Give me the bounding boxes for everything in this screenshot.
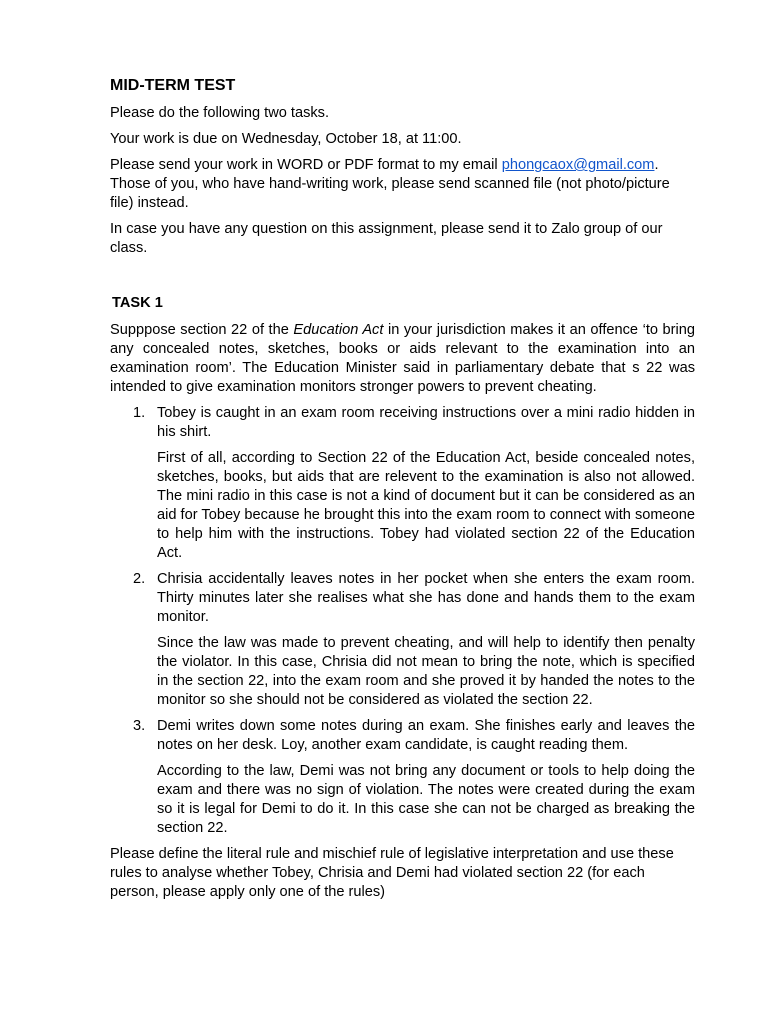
- document-page: [110, 76, 695, 909]
- scenario-answer: First of all, according to Section 22 of the Education Act, beside concealed notes, sketches, books, but aids that are relevent to the examination is also not allowed. The mini radio in this case is not a kind of document but it can be considered as an aid for Tobey because he brought this into the exam room to connect with someone to help him with the instructions. Tobey had violated section 22 of the Education Act.: [157, 450, 695, 561]
- scenario-answer: Since the law was made to prevent cheating, and will help to identify then penalty the violator. In this case, Chrisia did not mean to bring the note, which is specified in the section 22, into the exam room and she proved it by handed the notes to the monitor so she should not be considered as violated the section 22.: [157, 635, 695, 708]
- closing-instruction: Please define the literal rule and mischief rule of legislative interpretation and use these rules to analyse whether Tobey, Chrisia and Demi had violated section 22 (for each person, please apply only one of the rules): [110, 846, 674, 900]
- document-title: MID-TERM TEST: [110, 77, 236, 94]
- questions-note: In case you have any question on this assignment, please send it to Zalo group of our class.: [110, 221, 663, 256]
- item-number: 2.: [133, 571, 146, 587]
- scenario-answer: According to the law, Demi was not bring any document or tools to help doing the exam and there was no sign of violation. The notes were created during the exam so it is legal for Demi to do it. In this case she can not be charged as breaking the section 22.: [157, 763, 695, 836]
- email-link[interactable]: phongcaox@gmail.com: [501, 157, 655, 173]
- submission-text-cont: . Those of you, who have hand-writing work, please send scanned file (not photo/picture file) instead.: [110, 157, 670, 211]
- submission-instructions: [110, 156, 695, 213]
- list-item: [110, 717, 695, 838]
- item-number: 1.: [133, 405, 146, 421]
- act-name: Education Act: [293, 322, 384, 338]
- intro-text: Supppose section 22 of the: [110, 322, 294, 338]
- list-item: [110, 404, 695, 563]
- scenario-question: Chrisia accidentally leaves notes in her pocket when she enters the exam room. Thirty minutes later she realises what she has done and hands them to the exam monitor.: [157, 571, 695, 625]
- task-heading: TASK 1: [112, 295, 163, 311]
- instruction-tasks: Please do the following two tasks.: [110, 105, 330, 121]
- scenario-list: [110, 404, 695, 838]
- intro-text-cont: in your jurisdiction makes it an offence ‘to bring any concealed notes, sketches, books or aids relevant to the examination into an examination room’. The Education Minister said in parliamentary debate that s 22 was intended to give examination monitors stronger powers to prevent cheating.: [110, 322, 695, 395]
- due-date: Your work is due on Wednesday, October 18, at 11:00.: [110, 131, 462, 147]
- item-number: 3.: [133, 718, 146, 734]
- list-item: [110, 570, 695, 710]
- submission-text: Please send your work in WORD or PDF format to my email: [110, 157, 502, 173]
- scenario-question: Demi writes down some notes during an exam. She finishes early and leaves the notes on her desk. Loy, another exam candidate, is caught reading them.: [157, 718, 695, 753]
- scenario-question: Tobey is caught in an exam room receiving instructions over a mini radio hidden in his shirt.: [157, 405, 695, 440]
- task-intro: [110, 321, 695, 397]
